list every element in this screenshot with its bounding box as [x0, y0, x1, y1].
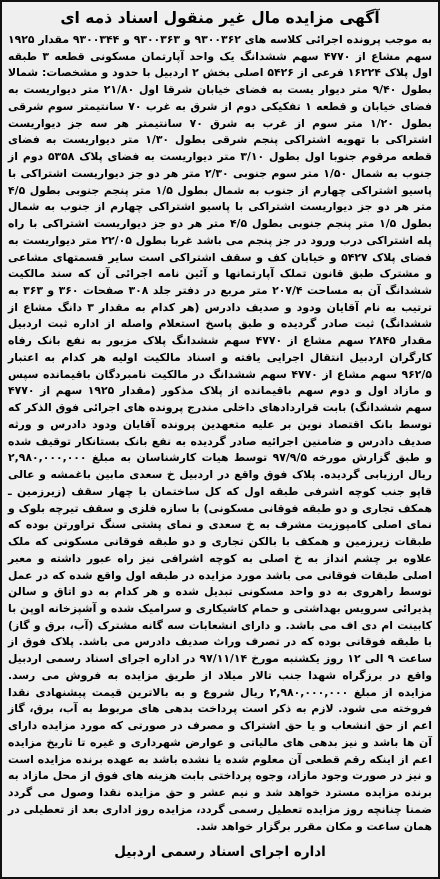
notice-issuer: اداره اجرای اسناد رسمی اردبیل	[114, 844, 326, 861]
notice-body: به موجب پرونده اجرائی کلاسه های ۹۳۰۰۳۶۲ و ۹۳۰۰۳۶۳ و ۹۳۰۰۳۴۴ مقدار ۱۹۲۵ سهم مشاع از ۴۷۷۰ سهم ششدانگ یک واحد آپارتمان مسکونی قطعه ۳ طبقه اول پلاک ۱۶۲۲۴ فرعی از ۵۴۲۶ اصلی بخش ۲ اردبیل با حدود و مشخصات: شمالا بطول ۹/۴۰ متر دیوار یست به فضای خیابان شرقا اول ۲۱/۸۰ متر دیواریست به فضای خیابان و قطعه ۱ تفکیکی دوم از شرق به غرب ۷۰ سانتیمتر سوم شرقی بطول ۱/۲۰ متر سوم از غرب به شرق ۷۰ سانتیمتر هر سه جز دیواریست اشتراکی با تهویه اشتراکی پنجم شرقی بطول ۱/۳۰ متر دیواریست به فضای قطعه مرقوم جنوبا اول بطول ۳/۱۰ متر دیواریست به فضای پلاک ۵۳۵۸ دوم از جنوب به شمال ۱/۵۰ متر سوم جنوبی ۲/۳۰ متر هر دو جز دیواریست اشتراکی با پاسیو اشتراکی چهارم از جنوب به شمال بطول ۱/۵ متر پنجم جنوبی بطول ۴/۵ متر هر دو جز دیواریست اشتراکی با پاسیو اشتراکی چهارم از جنوب به شمال بطول ۱/۵ متر پنجم جنوبی بطول ۴/۵ متر هر دو جز دیواریست اشتراکی با راه پله اشتراکی درب ورود در جز پنجم می باشد غربا بطول ۲۲/۰۵ متر دیواریست به فضای پلاک ۵۴۲۷ و خیابان کف و سقف اشتراکی است سایر قسمتهای مشاعی و مشترک طبق قانون تملک آپارتمانها و آئین نامه اجرائی آن که سند مالکیت ششدانگ آن به مساحت ۲۰۷/۴ متر مربع در دفتر جلد ۳۰۸ صفحات ۳۶۰ و ۳۶۳ به ترتیب به نام آقایان ودود و صدیف دادرس (هر کدام به مقدار ۳ دانگ مشاع از ششدانگ) ثبت صادر گردیده و طبق پاسخ استعلام واصله از اداره ثبت اردبیل مقدار ۲۸۴۵ سهم مشاع از ۴۷۷۰ سهم ششدانگ پلاک مزبور به نفع بانک رفاه کارگران اردبیل انتقال اجرایی یافته و اسناد مالکیت اولیه هر کدام به اعتبار ۹۶۲/۵ سهم مشاع از ۴۷۷۰ سهم ششدانگ در مالکیت نامبردگان باقیمانده سپس و مازاد اول و دوم سهم باقیمانده از پلاک مذکور (مقدار ۱۹۲۵ سهم از ۴۷۷۰ سهم ششدانگ) بابت قراردادهای داخلی مندرج پرونده های اجرائی فوق الذکر که توسط بانک اقتصاد نوین بر علیه متعهدین پرونده آقایان ودود دادرس و ورثه صدیف دادرس و ضامنین اجرائیه صادر گردیده به نفع بانک بستانکار توقیف شده و طبق گزارش مورخه ۹۷/۹/۵ توسط هیات کارشناسان به مبلغ ۲,۹۸۰,۰۰۰,۰۰۰ ریال ارزیابی گردیده. پلاک فوق واقع در اردبیل خ سعدی مابین باغمشه و عالی قاپو جنب کوچه اشرفی طبقه اول که کل ساختمان با چهار سقف (زیرزمین ـ همکف تجاری و دو طبقه فوقانی مسکونی) با سازه فلزی و سقف تیرچه بلوک و نمای اصلی کامپوزیت مشرف به خ سعدی و نمای پشتی سنگ تراورتن بوده که طبقات زیرزمین و همکف با بالکن تجاری و دو طبقه فوقانی مسکونی که ملک علاوه بر چشم انداز به خ اصلی به کوچه اشرافی نیز راه عبور داشته و معبر اصلی طبقات فوقانی می باشد مورد مزایده در طبقه اول واقع شده که در عمل توسط راهروی به دو واحد مسکونی تبدیل شده و هر کدام به دو اتاق و سالن پذیرائی سرویس بهداشتی و حمام کاشیکاری و سرامیک شده و آشپزخانه اوپن با کابینت ام دی اف می باشد. و دارای انشعابات سه گانه مشترک (آب، برق و گاز) با طبقه فوقانی بوده که در تصرف وراث صدیف دادرس می باشد. پلاک فوق از ساعت ۹ الی ۱۲ روز یکشنبه مورخ ۹۷/۱۱/۱۴ در اداره اجرای اسناد رسمی اردبیل واقع در برزگراه شهدا جنب تالار میلاد از طریق مزایده به فروش می رسد. مزایده از مبلغ ۲,۹۸۰,۰۰۰,۰۰۰ ریال شروع و به بالاترین قیمت پیشنهادی نقدا فروخته می شود. لازم به ذکر است پرداخت بدهی های مربوط به آب، برق، گاز اعم از حق انشعاب و یا حق اشتراک و مصرف در صورتی که مورد مزایده دارای آن ها باشد و نیز بدهی های مالیاتی و عوارض شهرداری و غیره تا تاریخ مزایده اعم از اینکه رقم قطعی آن معلوم شده یا نشده باشد به عهده برنده مزایده است و نیز در صورت وجود مازاد، وجوه پرداختی بابت هزینه های فوق از محل مازاد به برنده مزایده مسترد خواهد شد و نیم عشر و حق مزایده نقدا وصول می گردد ضمنا چنانچه روز مزایده تعطیل رسمی گردد، مزایده روز اداری بعد از تعطیلی در همان ساعت و مکان مقرر برگزار خواهد شد.	[8, 33, 433, 833]
notice-title: آگهی مزایده مال غیر منقول اسناد ذمه ای	[60, 9, 380, 27]
